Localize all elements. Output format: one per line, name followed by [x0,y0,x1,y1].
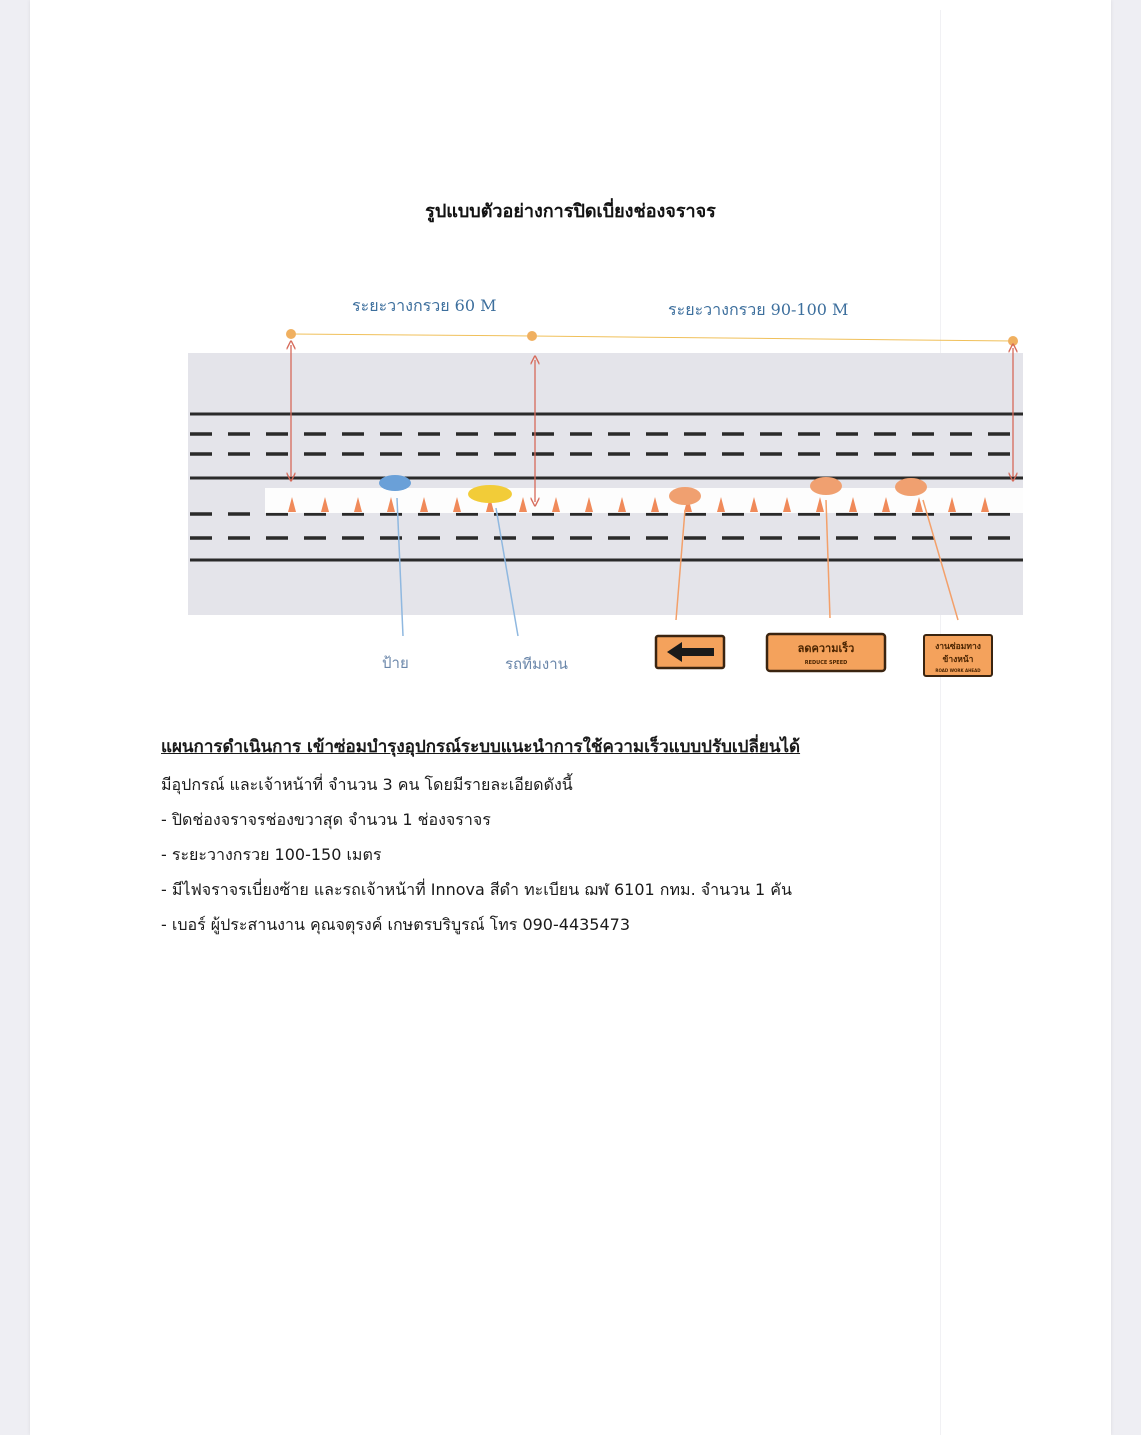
yellow-vehicle-marker-icon [468,485,512,503]
operation-plan [161,733,1061,942]
road-work-sign-line1: งานซ่อมทาง [935,642,981,652]
reduce-speed-sign [767,634,885,671]
dimension-label-60m: ระยะวางกรวย 60 M [352,296,497,315]
orange-sign-marker-icon [810,477,842,495]
dimension-label-90-100m: ระยะวางกรวย 90-100 M [668,300,849,319]
document-page [30,0,1111,1435]
plan-item-list [161,802,1061,942]
blue-sign-marker-icon [379,475,411,491]
arrow-left-sign-icon [656,636,724,668]
dimension-line [291,334,532,336]
document-title: รูปแบบตัวอย่างการปิดเบี่ยงช่องจราจร [425,201,716,222]
dimension-line [532,336,1013,341]
plan-item: - ปิดช่องจราจรช่องขวาสุด จำนวน 1 ช่องจราจร [161,810,491,829]
road-work-sign-sub: ROAD WORK AHEAD [935,668,981,673]
orange-sign-marker-icon [669,487,701,505]
plan-item: - ระยะวางกรวย 100-150 เมตร [161,845,382,864]
reduce-speed-sign-sub: REDUCE SPEED [804,660,848,666]
callout-label-vehicle: รถทีมงาน [505,655,568,673]
road-work-sign-line2: ข้างหน้า [942,655,974,665]
reduce-speed-sign-main: ลดความเร็ว [797,642,855,655]
plan-item: - มีไฟจราจรเบี่ยงซ้าย และรถเจ้าหน้าที่ Innova สีดำ ทะเบียน ฌฬ 6101 กทม. จำนวน 1 คัน [161,880,792,899]
plan-item: - เบอร์ ผู้ประสานงาน คุณจตุรงค์ เกษตรบริบูรณ์ โทร 090-4435473 [161,915,631,934]
plan-heading: แผนการดำเนินการ เข้าซ่อมบำรุงอุปกรณ์ระบบแนะนำการใช้ความเร็วแบบปรับเปลี่ยนได้ [161,737,801,757]
dimension-point [527,331,537,341]
dimension-point [286,329,296,339]
plan-intro: มีอุปกรณ์ และเจ้าหน้าที่ จำนวน 3 คน โดยมีรายละเอียดดังนี้ [161,775,573,794]
lane-closure-diagram [30,0,1111,700]
dimension-point [1008,336,1018,346]
road-work-ahead-sign [924,635,992,676]
orange-sign-marker-icon [895,478,927,496]
callout-label-sign: ป้าย [382,654,409,672]
